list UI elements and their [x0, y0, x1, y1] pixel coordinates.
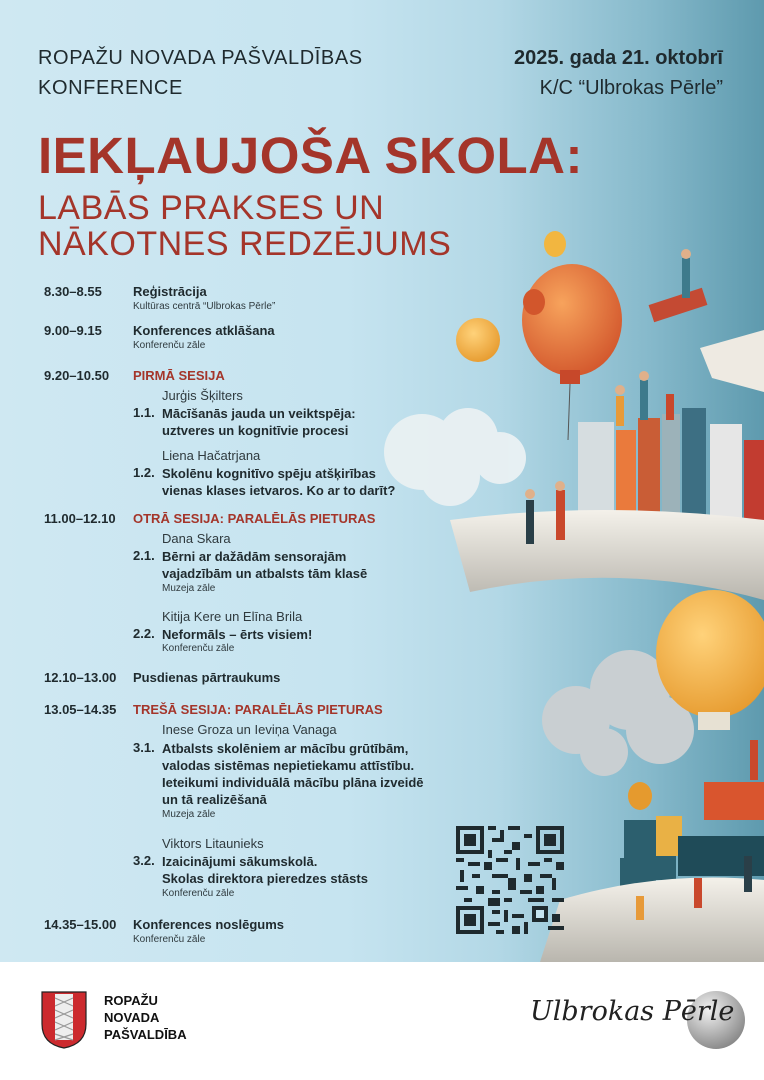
time-session-1: 9.20–10.50	[44, 368, 110, 383]
talk-2-1-line-2: vajadzībām un atbalsts tām klasē	[162, 566, 368, 581]
talk-3-1-line-3: Ieteikumi individuālā mācību plāna izveidē	[162, 775, 424, 790]
talk-number-2-1: 2.1.	[133, 548, 155, 563]
book-city-top	[578, 408, 764, 520]
time-opening: 9.00–9.15	[44, 323, 102, 338]
subtitle-line-1: LABĀS PRAKSES UN	[38, 189, 385, 227]
speaker-3-2: Viktors Litaunieks	[162, 836, 264, 851]
flying-book	[649, 288, 708, 322]
talk-3-1-line-4: un tā realizēšanā	[162, 792, 267, 807]
time-closing: 14.35–15.00	[44, 917, 117, 932]
coat-of-arms-icon	[40, 990, 88, 1050]
muni-line-3: PAŠVALDĪBA	[104, 1027, 187, 1042]
talk-1-2-line-2: vienas klases ietvaros. Ko ar to darīt?	[162, 483, 396, 498]
talk-2-1	[162, 548, 367, 582]
event-registration: Reģistrācija	[133, 284, 207, 299]
speaker-2-1: Dana Skara	[162, 531, 231, 546]
talk-3-2-line-1: Izaicinājumi sākumskolā.	[162, 854, 318, 869]
location-2-1: Muzeja zāle	[162, 583, 216, 594]
talk-number-1-1: 1.1.	[133, 405, 155, 420]
location-3-1: Muzeja zāle	[162, 809, 216, 820]
muni-line-2: NOVADA	[104, 1010, 160, 1025]
municipality-name	[104, 992, 187, 1043]
talk-number-1-2: 1.2.	[133, 465, 155, 480]
speaker-3-1: Inese Groza un Ieviņa Vanaga	[162, 722, 337, 737]
session-1-title: PIRMĀ SESIJA	[133, 368, 225, 383]
muni-line-1: ROPAŽU	[104, 993, 158, 1008]
talk-3-2-line-2: Skolas direktora pieredzes stāsts	[162, 871, 368, 886]
footer	[0, 962, 764, 1080]
qr-code[interactable]	[456, 826, 564, 934]
speaker-1-1: Jurģis Šķilters	[162, 388, 243, 403]
event-lunch: Pusdienas pārtraukums	[133, 670, 281, 685]
time-registration: 8.30–8.55	[44, 284, 102, 299]
location-opening: Konferenču zāle	[133, 340, 206, 351]
talk-1-1-line-2: uztveres un kognitīvie procesi	[162, 423, 349, 438]
balloon-small-red	[523, 289, 545, 315]
location-2-2: Konferenču zāle	[162, 643, 235, 654]
talk-3-2	[162, 853, 368, 887]
balloon-small-bottom	[628, 782, 652, 810]
event-closing: Konferences noslēgums	[133, 917, 284, 932]
location-3-2: Konferenču zāle	[162, 888, 235, 899]
org-line-2: KONFERENCE	[38, 77, 183, 99]
open-book-top	[450, 510, 764, 600]
talk-2-2	[162, 626, 312, 643]
talk-2-2-line-1: Neformāls – ērts visiem!	[162, 627, 313, 642]
event-venue: K/C “Ulbrokas Pērle”	[539, 77, 723, 99]
session-2-title: OTRĀ SESIJA: PARALĒLĀS PIETURAS	[133, 511, 376, 526]
brand-logo-text: Ulbrokas Pērle	[530, 996, 735, 1027]
talk-number-3-1: 3.1.	[133, 740, 155, 755]
event-info	[514, 43, 723, 103]
balloon-small-yellow	[544, 231, 566, 257]
talk-1-1	[162, 405, 356, 439]
talk-2-1-line-1: Bērni ar dažādām sensorajām	[162, 549, 347, 564]
talk-number-2-2: 2.2.	[133, 626, 155, 641]
talk-1-2-line-1: Skolēnu kognitīvo spēju atšķirības	[162, 466, 376, 481]
time-session-3: 13.05–14.35	[44, 702, 117, 717]
speaker-1-2: Liena Hačatrjana	[162, 448, 261, 463]
talk-3-1-line-1: Atbalsts skolēniem ar mācību grūtībām,	[162, 741, 409, 756]
talk-number-3-2: 3.2.	[133, 853, 155, 868]
event-date: 2025. gada 21. oktobrī	[514, 47, 723, 69]
location-registration: Kultūras centrā “Ulbrokas Pērle”	[133, 301, 276, 312]
time-lunch: 12.10–13.00	[44, 670, 117, 685]
main-title: IEKĻAUJOŠA SKOLA:	[38, 127, 583, 184]
event-opening: Konferences atklāšana	[133, 323, 275, 338]
open-book-bottom	[540, 878, 764, 963]
talk-3-1	[162, 740, 424, 808]
talk-3-1-line-2: valodas sistēmas nepietiekamu attīstību.	[162, 758, 415, 773]
open-book-right	[700, 330, 764, 392]
talk-1-2	[162, 465, 395, 499]
speaker-2-2: Kitija Kere un Elīna Brila	[162, 609, 303, 624]
session-3-title: TREŠĀ SESIJA: PARALĒLĀS PIETURAS	[133, 702, 383, 717]
talk-1-1-line-1: Mācīšanās jauda un veiktspēja:	[162, 406, 356, 421]
time-session-2: 11.00–12.10	[44, 511, 116, 526]
location-closing: Konferenču zāle	[133, 934, 206, 945]
org-line-1: ROPAŽU NOVADA PAŠVALDĪBAS	[38, 47, 363, 69]
subtitle-line-2: NĀKOTNES REDZĒJUMS	[38, 225, 452, 263]
